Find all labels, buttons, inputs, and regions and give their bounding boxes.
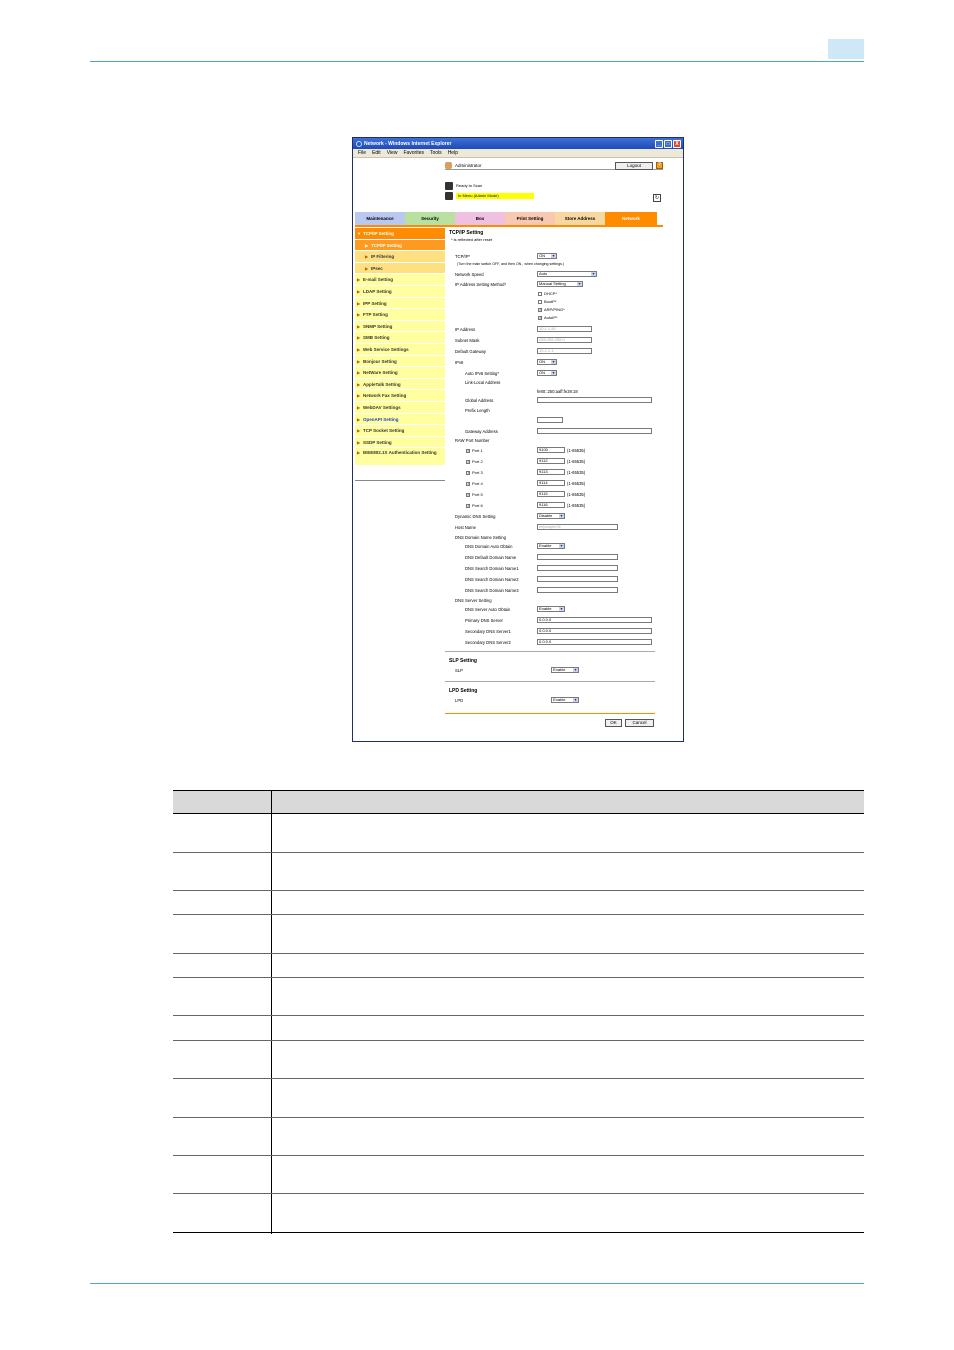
- sidebar-divider: [355, 480, 445, 481]
- printer-icon: [445, 182, 453, 190]
- sidebar-item-smb[interactable]: ▶ SMB Setting: [355, 332, 445, 344]
- port2-range: (1-65535): [567, 459, 586, 464]
- maximize-button[interactable]: □: [664, 140, 672, 148]
- slp-title: SLP Setting: [449, 658, 477, 664]
- port6-input[interactable]: 9116: [537, 502, 565, 508]
- sidebar-item-openapi[interactable]: ▶ OpenAPI Setting: [355, 414, 445, 426]
- lpd-title: LPD Setting: [449, 688, 478, 694]
- dyn-dns-label: Dynamic DNS Setting: [455, 514, 496, 519]
- port2-input[interactable]: 9112: [537, 458, 565, 464]
- tab-security[interactable]: Security: [405, 212, 455, 225]
- dns-server-label: DNS Server Setting: [455, 598, 492, 603]
- refresh-icon[interactable]: ↻: [654, 195, 660, 201]
- ie-icon: [356, 141, 362, 147]
- gateway6-input[interactable]: [537, 428, 652, 434]
- admin-label: Administrator: [455, 162, 482, 168]
- bootp-checkbox[interactable]: BootP*: [538, 299, 556, 305]
- dns-search2-input[interactable]: [537, 576, 618, 582]
- menu-file[interactable]: File: [358, 150, 367, 156]
- tab-network[interactable]: Network: [605, 212, 657, 225]
- dns-search1-label: DNS Search Domain Name1: [465, 566, 519, 571]
- gateway-input[interactable]: 10.1.1.1: [537, 348, 592, 354]
- sidebar-item-ftp[interactable]: ▶ FTP Setting: [355, 309, 445, 321]
- sidebar-subitem-ip-filtering[interactable]: ▶ IP Filtering: [355, 251, 445, 263]
- menu-tools[interactable]: Tools: [430, 150, 442, 156]
- sidebar-item-email[interactable]: ▶ E-mail Setting: [355, 274, 445, 286]
- network-speed-select[interactable]: Auto ▾: [537, 271, 597, 277]
- lpd-divider: [445, 681, 655, 682]
- dns-domain-label: DNS Domain Name Setting: [455, 535, 506, 540]
- sidebar-item-web-service[interactable]: ▶ Web Service Settings: [355, 344, 445, 356]
- tab-store-address[interactable]: Store Address: [555, 212, 605, 225]
- sidebar: [355, 228, 445, 466]
- ok-button[interactable]: OK: [605, 719, 622, 727]
- arp-ping-checkbox[interactable]: ✓ ARP/PING*: [539, 307, 565, 312]
- global-address-input[interactable]: [537, 397, 652, 403]
- lpd-select[interactable]: Enable ▾: [551, 697, 579, 703]
- dns-default-label: DNS Default Domain Name: [465, 555, 517, 560]
- sidebar-item-tcp-socket[interactable]: ▶ TCP Socket Setting: [355, 425, 445, 437]
- sidebar-subitem-tcpip[interactable]: ▶ TCP/IP Setting: [355, 240, 445, 252]
- table-row-line: [173, 1015, 864, 1016]
- table-bottom-line: [173, 1232, 864, 1233]
- port6-range: (1-65535): [567, 503, 586, 508]
- raw-port-label: RAW Port Number: [455, 438, 490, 443]
- auto-ipv6-select[interactable]: ON ▾: [537, 370, 557, 376]
- table-row-line: [173, 852, 864, 853]
- ipv6-label: IPv6: [455, 360, 464, 365]
- menu-favorites[interactable]: Favorites: [403, 150, 424, 156]
- subnet-input[interactable]: 255.255.255.0: [537, 337, 592, 343]
- status-mode: [445, 192, 534, 200]
- tcpip-select[interactable]: ON ▾: [537, 253, 557, 259]
- menu-help[interactable]: Help: [447, 150, 458, 156]
- page-chapter-tab: [828, 39, 864, 59]
- menu-edit[interactable]: Edit: [372, 150, 381, 156]
- minimize-button[interactable]: _: [655, 140, 663, 148]
- sidebar-item-ieee8021x[interactable]: ▶ IEEE802.1X Authentication Setting: [355, 448, 445, 466]
- status-text-mode: In Menu (Admin Mode): [456, 193, 534, 199]
- sidebar-item-ipp[interactable]: ▶ IPP Setting: [355, 298, 445, 310]
- dns-search3-input[interactable]: [537, 587, 618, 593]
- table-row-line: [173, 977, 864, 978]
- port5-range: (1-65535): [567, 492, 586, 497]
- ip-address-label: IP Address: [455, 327, 476, 332]
- slp-select[interactable]: Enable ▾: [551, 667, 579, 673]
- autoip-checkbox[interactable]: ✓ AutoIP*: [539, 315, 558, 320]
- section-title: TCP/IP Setting: [449, 230, 484, 236]
- tcpip-note: (Turn the main switch OFF, and then ON , when changing settings.): [457, 262, 565, 266]
- sidebar-item-appletalk[interactable]: ▶ AppleTalk Setting: [355, 379, 445, 391]
- port5-input[interactable]: 9115: [537, 491, 565, 497]
- tab-underline: [355, 225, 663, 227]
- form-bottom-rule: [445, 713, 655, 714]
- dns-default-input[interactable]: [537, 554, 618, 560]
- dhcp-checkbox[interactable]: DHCP*: [538, 291, 557, 297]
- port1-range: (1-65535): [567, 448, 586, 453]
- sidebar-item-ssdp[interactable]: ▶ SSDP Setting: [355, 437, 445, 449]
- dns-auto-select[interactable]: Enable ▾: [537, 543, 565, 549]
- dns-server-auto-select[interactable]: Enable ▾: [537, 606, 565, 612]
- table-row-line: [173, 1040, 864, 1041]
- prefix-length-label: Prefix Length: [465, 408, 490, 413]
- sidebar-item-netware[interactable]: ▶ NetWare Setting: [355, 367, 445, 379]
- window-title: Network - Windows Internet Explorer: [364, 140, 452, 147]
- ip-address-input[interactable]: 10.1.1.50: [537, 326, 592, 332]
- tab-maintenance[interactable]: Maintenance: [355, 212, 405, 225]
- menu-view[interactable]: View: [386, 150, 398, 156]
- status-text-ready: Ready to Scan: [456, 183, 483, 188]
- ip-method-label: IP Address Setting Method*: [455, 282, 507, 287]
- sidebar-item-ldap[interactable]: ▶ LDAP Setting: [355, 286, 445, 298]
- table-column-divider: [271, 814, 272, 1234]
- table-row-line: [173, 953, 864, 954]
- tab-print-setting[interactable]: Print Setting: [505, 212, 555, 225]
- sidebar-item-snmp[interactable]: ▶ SNMP Setting: [355, 321, 445, 333]
- dyn-dns-select[interactable]: Disable ▾: [537, 513, 565, 519]
- port1-checkbox[interactable]: ✓ Port 1: [467, 448, 483, 453]
- ip-method-select[interactable]: Manual Setting ▾: [537, 281, 583, 287]
- main-tabs: [355, 212, 657, 225]
- tab-box[interactable]: Box: [455, 212, 505, 225]
- port3-range: (1-65535): [567, 470, 586, 475]
- dns-search1-input[interactable]: [537, 565, 618, 571]
- table-header: [173, 790, 864, 814]
- admin-bar: [445, 162, 663, 170]
- table-header-divider: [271, 790, 272, 814]
- reset-note: * is reflected after reset: [451, 237, 493, 242]
- port4-input[interactable]: 9114: [537, 480, 565, 486]
- link-local-value: fe80::250:aaff:fe28:18: [537, 389, 578, 394]
- subnet-label: Subnet Mask: [455, 338, 480, 343]
- secondary-dns1-label: Secondary DNS Server1: [465, 629, 511, 634]
- port3-input[interactable]: 9113: [537, 469, 565, 475]
- admin-icon: [445, 162, 452, 169]
- dns-server-auto-label: DNS Server Auto Obtain: [465, 607, 511, 612]
- secondary-dns2-label: Secondary DNS Server2: [465, 640, 511, 645]
- cancel-button[interactable]: Cancel: [625, 719, 654, 727]
- gateway-label: Default Gateway: [455, 349, 486, 354]
- browser-screenshot: [352, 137, 684, 742]
- port2-checkbox[interactable]: ✓ Port 2: [467, 459, 483, 464]
- dns-search2-label: DNS Search Domain Name2: [465, 577, 519, 582]
- close-button[interactable]: X: [673, 140, 681, 148]
- dns-search3-label: DNS Search Domain Name3: [465, 588, 519, 593]
- port3-checkbox[interactable]: ✓ Port 3: [467, 470, 483, 475]
- secondary-dns2-input[interactable]: 0.0.0.0: [537, 639, 652, 645]
- port4-range: (1-65535): [567, 481, 586, 486]
- table-row-line: [173, 890, 864, 891]
- gateway6-label: Gateway Address: [465, 429, 498, 434]
- page-header-rule: [90, 61, 864, 62]
- table-row-line: [173, 1078, 864, 1079]
- table-row-line: [173, 914, 864, 915]
- tcpip-label: TCP/IP*: [455, 254, 471, 259]
- table-row-line: [173, 1193, 864, 1194]
- primary-dns-label: Primary DNS Server: [465, 618, 503, 623]
- help-icon[interactable]: ?: [656, 162, 663, 169]
- host-name-label: Host Name: [455, 525, 476, 530]
- lpd-label: LPD: [455, 698, 464, 703]
- printer-icon: [445, 192, 453, 200]
- logout-button[interactable]: Logout: [615, 162, 653, 170]
- port5-checkbox[interactable]: ✓ Port 5: [467, 492, 483, 497]
- primary-dns-input[interactable]: 0.0.0.0: [537, 617, 652, 623]
- page-footer-rule: [90, 1283, 864, 1284]
- auto-ipv6-label: Auto IPv6 Setting*: [465, 371, 499, 376]
- app-area: [353, 158, 683, 741]
- port1-input[interactable]: 9100: [537, 447, 565, 453]
- dns-auto-label: DNS Domain Auto Obtain: [465, 544, 513, 549]
- slp-divider: [445, 651, 655, 652]
- window-titlebar: [353, 138, 683, 149]
- port4-checkbox[interactable]: ✓ Port 4: [467, 481, 483, 486]
- status-ready: [445, 182, 482, 190]
- sidebar-item-bonjour[interactable]: ▶ Bonjour Setting: [355, 356, 445, 368]
- link-local-label: Link-Local Address: [465, 380, 501, 385]
- prefix-length-input[interactable]: [537, 417, 563, 423]
- slp-label: SLP: [455, 668, 463, 673]
- port6-checkbox[interactable]: ✓ Port 6: [467, 503, 483, 508]
- menubar: [353, 149, 683, 158]
- secondary-dns1-input[interactable]: 0.0.0.0: [537, 628, 652, 634]
- sidebar-item-tcpip[interactable]: ▼ TCP/IP Setting: [355, 228, 445, 240]
- global-address-label: Global Address: [465, 398, 494, 403]
- host-name-input[interactable]: mfpcopier01: [537, 524, 618, 530]
- table-row-line: [173, 1155, 864, 1156]
- sidebar-item-webdav[interactable]: ▶ WebDAV Settings: [355, 402, 445, 414]
- sidebar-item-network-fax[interactable]: ▶ Network Fax Setting: [355, 390, 445, 402]
- sidebar-subitem-ipsec[interactable]: ▶ IPsec: [355, 263, 445, 275]
- table-row-line: [173, 1117, 864, 1118]
- ipv6-select[interactable]: ON ▾: [537, 359, 557, 365]
- network-speed-label: Network Speed: [455, 272, 484, 277]
